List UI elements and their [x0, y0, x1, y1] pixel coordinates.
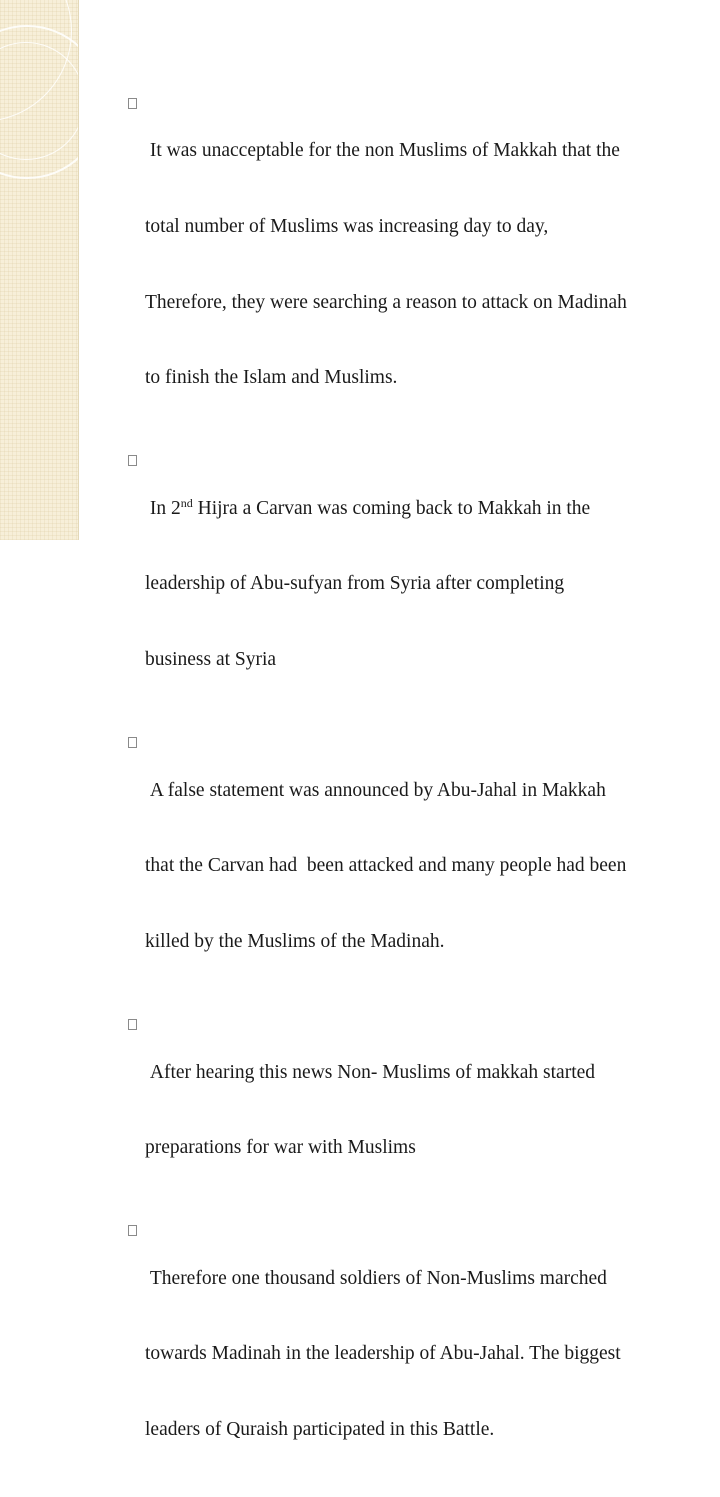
- bullet-text: In 2nd Hijra a Carvan was coming back to Makkah in the leadership of Abu-sufyan from Syria after completing business at Syria: [145, 495, 591, 671]
- bullet-box-icon: [128, 1225, 137, 1236]
- bullet-box-icon: [128, 737, 137, 748]
- bullet-item: [143, 1215, 708, 1492]
- bullet-item: [143, 445, 708, 722]
- superscript: nd: [180, 495, 193, 510]
- panel-divider: [78, 0, 79, 540]
- bullet-item: [143, 727, 708, 1004]
- bullet-text: After hearing this news Non- Muslims of makkah started preparations for war with Muslims: [145, 1061, 596, 1159]
- bullet-box-icon: [128, 98, 137, 109]
- bullet-text: A false statement was announced by Abu-Jahal in Makkah that the Carvan had been attacked and many people had been killed by the Muslims of the Madinah.: [145, 779, 627, 952]
- bullet-list: [143, 88, 708, 1497]
- bullet-box-icon: [128, 1019, 137, 1030]
- bullet-box-icon: [128, 455, 137, 466]
- decorative-side-panel: [0, 0, 78, 540]
- bullet-text: It was unacceptable for the non Muslims of Makkah that the total number of Muslims was increasing day to day, Therefore, they were searching a reason to attack on Madinah to finish the Islam and Muslims.: [145, 140, 627, 389]
- bullet-item: [143, 1009, 708, 1211]
- bullet-item: [143, 88, 708, 441]
- bullet-text: Therefore one thousand soldiers of Non-Muslims marched towards Madinah in the leadership of Abu-Jahal. The biggest leaders of Quraish participated in this Battle.: [145, 1267, 621, 1440]
